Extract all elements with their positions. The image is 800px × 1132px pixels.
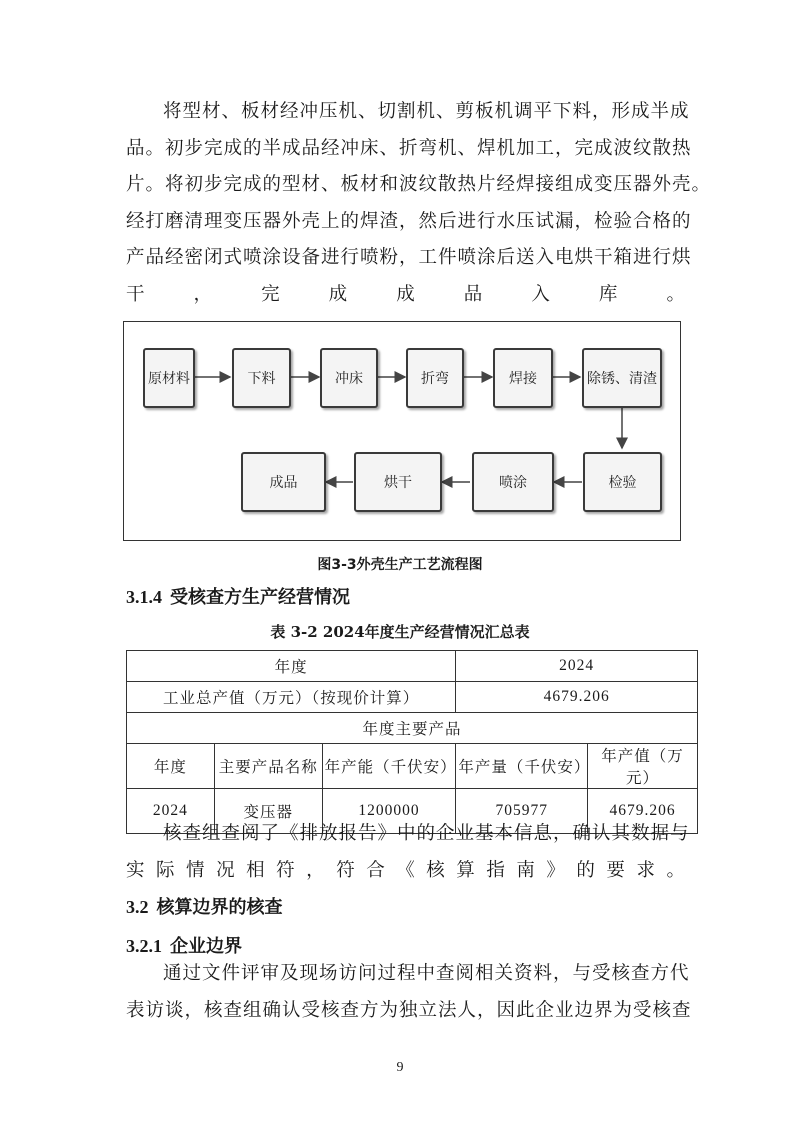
intro-paragraph: [126, 94, 712, 313]
table-row: [127, 713, 698, 744]
review-line: 实际情况相符，符合《核算指南》的要求。: [126, 859, 686, 881]
section-number: 3.1.4: [126, 587, 162, 607]
year-value-cell: 2024: [456, 651, 698, 682]
section-title: 企业边界: [170, 936, 242, 957]
year-label-cell: 年度: [127, 651, 456, 682]
section-heading: [126, 893, 283, 919]
review-line: 核查组查阅了《排放报告》中的企业基本信息，确认其数据与: [163, 823, 690, 844]
production-table: [126, 650, 698, 834]
column-header: 主要产品名称: [214, 744, 322, 789]
table-cell: 705977: [456, 789, 588, 834]
review-paragraph: [126, 816, 690, 889]
section-number: 3.2.1: [126, 936, 162, 956]
flow-step-cutting: 下料: [232, 348, 291, 408]
intro-line: 干，完成成品入库。: [126, 283, 686, 305]
flow-step-raw-material: 原材料: [143, 348, 195, 408]
table-row: [127, 682, 698, 713]
table-header-row: [127, 744, 698, 789]
intro-line: 将型材、板材经冲压机、切割机、剪板机调平下料，形成半成: [163, 101, 690, 122]
table-cell: 1200000: [322, 789, 456, 834]
flow-step-derusting: 除锈、清渣: [582, 348, 662, 408]
output-label-cell: 工业总产值（万元）（按现价计算）: [127, 682, 456, 713]
section-title: 核算边界的核查: [156, 897, 283, 918]
table-row: [127, 651, 698, 682]
process-flow-diagram: [123, 321, 681, 541]
table-cell: 变压器: [214, 789, 322, 834]
intro-line: 经打磨清理变压器外壳上的焊渣，然后进行水压试漏，检验合格的: [126, 210, 692, 232]
flow-step-spraying: 喷涂: [472, 452, 554, 512]
boundary-line: 通过文件评审及现场访问过程中查阅相关资料，与受核查方代: [163, 963, 690, 984]
products-header-cell: 年度主要产品: [127, 713, 698, 744]
column-header: 年度: [127, 744, 215, 789]
flow-step-finished-product: 成品: [241, 452, 326, 512]
boundary-paragraph: [126, 956, 692, 1029]
intro-line: 产品经密闭式喷涂设备进行喷粉，工件喷涂后送入电烘干箱进行烘: [126, 247, 692, 268]
section-title: 受核查方生产经营情况: [170, 587, 350, 608]
intro-line: 品。初步完成的半成品经冲床、折弯机、焊机加工，完成波纹散热: [126, 137, 692, 159]
flow-step-inspection: 检验: [583, 452, 662, 512]
output-value-cell: 4679.206: [456, 682, 698, 713]
column-header: 年产能（千伏安）: [322, 744, 456, 789]
page-number: 9: [396, 1060, 404, 1075]
boundary-line: 表访谈，核查组确认受核查方为独立法人，因此企业边界为受核查: [126, 999, 692, 1021]
flow-step-welding: 焊接: [493, 348, 553, 408]
figure-caption: 图3-3外壳生产工艺流程图: [317, 557, 483, 573]
subsection-heading: [126, 932, 242, 958]
column-header: 年产量（千伏安）: [456, 744, 588, 789]
intro-line: 片。将初步完成的型材、板材和波纹散热片经焊接组成变压器外壳。: [126, 174, 712, 195]
column-header: 年产值（万元）: [588, 744, 698, 789]
table-title: 表 3-2 2024年度生产经营情况汇总表: [270, 623, 530, 641]
flow-step-drying: 烘干: [354, 452, 442, 512]
section-heading: [126, 583, 350, 609]
table-cell: 2024: [127, 789, 215, 834]
flow-step-bending: 折弯: [406, 348, 464, 408]
table-cell: 4679.206: [588, 789, 698, 834]
section-number: 3.2: [126, 897, 149, 917]
flow-step-punching: 冲床: [320, 348, 378, 408]
